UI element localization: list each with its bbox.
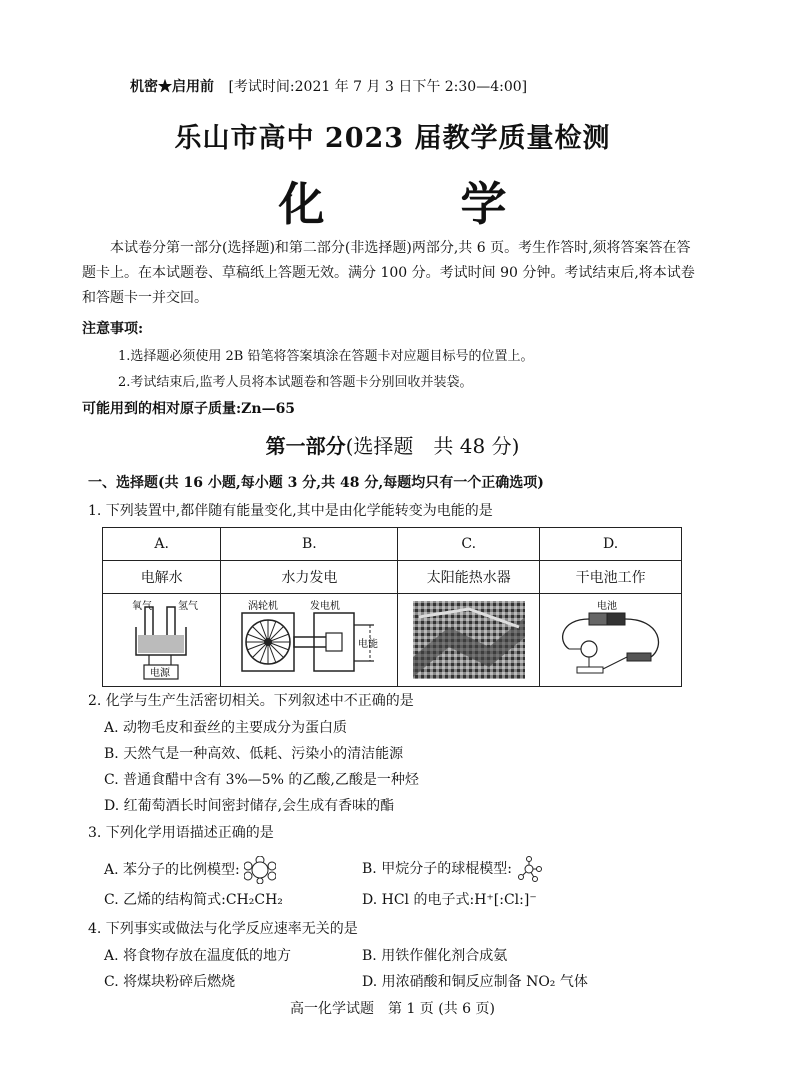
section-title: 一、选择题(共 16 小题,每小题 3 分,共 48 分,每题均只有一个正确选项) [88, 475, 544, 491]
benzene-model-icon [244, 856, 276, 884]
fig-a-source-label: 电源 [149, 668, 170, 679]
methane-model-icon [516, 856, 542, 882]
q4-stem: 4. 下列事实或做法与化学反应速率无关的是 [88, 921, 358, 937]
q3-option-c: C. 乙烯的结构简式:CH₂CH₂ [104, 892, 283, 908]
q1-fig-c-cell [398, 594, 540, 687]
solar-heater-figure [409, 597, 529, 683]
q3-stem: 3. 下列化学用语描述正确的是 [88, 825, 274, 841]
confidential-mark: 机密★启用前 [130, 79, 214, 95]
q1-fig-a-cell [103, 594, 221, 687]
header-line [130, 76, 527, 96]
electrolysis-figure [112, 597, 212, 683]
part-title [0, 430, 785, 459]
q1-col-c: C. [398, 528, 540, 561]
q2-option-d: D. 红葡萄酒长时间密封储存,会生成有香味的酯 [104, 798, 395, 814]
q1-fig-d-cell [540, 594, 682, 687]
q1-name-d: 干电池工作 [540, 561, 682, 594]
atomic-mass-note: 可能用到的相对原子质量:Zn—65 [82, 401, 296, 417]
fig-b-turbine-label: 涡轮机 [248, 601, 279, 612]
q3-option-a-text: A. 苯分子的比例模型: [104, 862, 240, 878]
subject-title: 化 学 [278, 177, 567, 231]
q1-fig-b-cell [221, 594, 398, 687]
q1-name-b: 水力发电 [221, 561, 398, 594]
page-footer: 高一化学试题 第 1 页 (共 6 页) [290, 1001, 495, 1017]
fig-b-output-label: 电能 [358, 639, 379, 650]
q1-name-c: 太阳能热水器 [398, 561, 540, 594]
q3-option-d: D. HCl 的电子式:H⁺[:Cl:]⁻ [362, 892, 537, 908]
q1-col-a: A. [103, 528, 221, 561]
exam-title: 乐山市高中 2023 届教学质量检测 [174, 123, 611, 154]
q4-option-b: B. 用铁作催化剂合成氨 [362, 948, 508, 964]
q4-option-c: C. 将煤块粉碎后燃烧 [104, 974, 236, 990]
q1-col-b: B. [221, 528, 398, 561]
q4-option-a: A. 将食物存放在温度低的地方 [104, 948, 292, 964]
q2-option-c: C. 普通食醋中含有 3%—5% 的乙酸,乙酸是一种烃 [104, 772, 419, 788]
notice-item-1: 1.选择题必须使用 2B 铅笔将答案填涂在答题卡对应题目标号的位置上。 [118, 349, 534, 364]
q2-option-b: B. 天然气是一种高效、低耗、污染小的清洁能源 [104, 746, 404, 762]
part-title-bold: 第一部分 [265, 434, 346, 458]
fig-d-battery-label: 电池 [596, 601, 617, 612]
fig-a-right-label: 氢气 [177, 601, 198, 612]
q1-name-a: 电解水 [103, 561, 221, 594]
hydropower-figure [234, 597, 384, 683]
dry-cell-figure [551, 597, 671, 683]
fig-b-generator-label: 发电机 [310, 601, 341, 612]
q1-col-d: D. [540, 528, 682, 561]
exam-time: [考试时间:2021 年 7 月 3 日下午 2:30—4:00] [228, 79, 528, 95]
part-title-rest: (选择题 共 48 分) [345, 434, 520, 458]
fig-a-left-label: 氧气 [131, 601, 152, 612]
q2-option-a: A. 动物毛皮和蚕丝的主要成分为蛋白质 [104, 720, 348, 736]
notice-title: 注意事项: [82, 321, 144, 337]
intro-paragraph: 本试卷分第一部分(选择题)和第二部分(非选择题)两部分,共 6 页。考生作答时,须将答案答在答题卡上。在本试题卷、草稿纸上答题无效。满分 100 分。考试时间 90 分钟。考试结束后,将本试卷和答题卡一并交回。 [82, 240, 695, 306]
q3-option-b-text: B. 甲烷分子的球棍模型: [362, 861, 512, 877]
q3-option-b [362, 856, 542, 882]
q3-option-a [104, 856, 276, 884]
q2-stem: 2. 化学与生产生活密切相关。下列叙述中不正确的是 [88, 693, 414, 709]
q1-stem: 1. 下列装置中,都伴随有能量变化,其中是由化学能转变为电能的是 [88, 503, 493, 519]
notice-item-2: 2.考试结束后,监考人员将本试题卷和答题卡分别回收并装袋。 [118, 375, 473, 390]
q4-option-d: D. 用浓硝酸和铜反应制备 NO₂ 气体 [362, 974, 588, 990]
q1-table [102, 527, 682, 687]
